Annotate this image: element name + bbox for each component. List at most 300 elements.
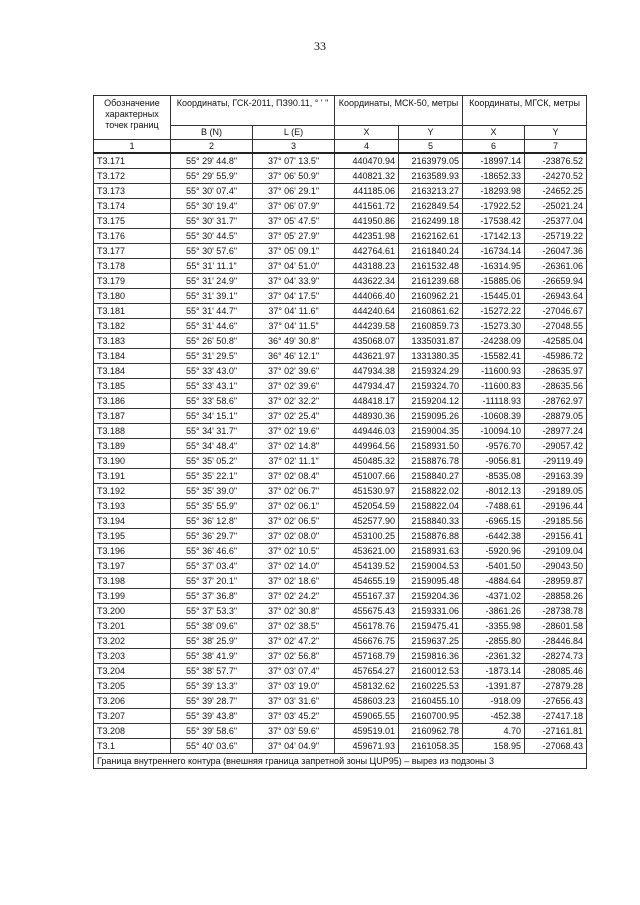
msk-x-cell: 459519.01 [335,724,399,739]
longitude-l-cell: 37° 02' 14.8" [253,439,335,454]
mgsk-y-cell: -26659.94 [525,274,587,289]
point-id-cell: Т3.183 [94,334,171,349]
mgsk-x-cell: -2361.32 [463,649,525,664]
msk-x-cell: 443622.34 [335,274,399,289]
mgsk-y-cell: -25021.24 [525,199,587,214]
table-row [94,679,587,694]
msk-y-cell: 2160859.73 [399,319,463,334]
header-x-msk: X [335,126,399,140]
latitude-b-cell: 55° 29' 44.8" [171,153,253,169]
msk-y-cell: 2160861.62 [399,304,463,319]
column-number: 4 [335,140,399,154]
msk-y-cell: 2159324.70 [399,379,463,394]
msk-x-cell: 444066.40 [335,289,399,304]
mgsk-y-cell: -27068.43 [525,739,587,754]
table-row [94,379,587,394]
header-x-mgsk: X [463,126,525,140]
column-number: 3 [253,140,335,154]
point-id-cell: Т3.197 [94,559,171,574]
msk-x-cell: 448930.36 [335,409,399,424]
mgsk-x-cell: -10608.39 [463,409,525,424]
header-msk-group: Координаты, МСК-50, метры [335,96,463,126]
mgsk-x-cell: -18997.14 [463,153,525,169]
table-row [94,349,587,364]
coordinates-table [93,95,587,769]
point-id-cell: Т3.192 [94,484,171,499]
msk-y-cell: 2159637.25 [399,634,463,649]
msk-y-cell: 2159095.26 [399,409,463,424]
latitude-b-cell: 55° 30' 07.4" [171,184,253,199]
mgsk-x-cell: -15445.01 [463,289,525,304]
msk-y-cell: 2159095.48 [399,574,463,589]
mgsk-x-cell: -17142.13 [463,229,525,244]
mgsk-x-cell: -11600.93 [463,364,525,379]
latitude-b-cell: 55° 30' 44.5" [171,229,253,244]
msk-x-cell: 451007.66 [335,469,399,484]
msk-y-cell: 1331380.35 [399,349,463,364]
longitude-l-cell: 37° 03' 07.4" [253,664,335,679]
msk-y-cell: 2160700.95 [399,709,463,724]
mgsk-y-cell: -26047.36 [525,244,587,259]
table-row [94,589,587,604]
msk-y-cell: 2158931.50 [399,439,463,454]
longitude-l-cell: 37° 03' 59.6" [253,724,335,739]
msk-y-cell: 2159475.41 [399,619,463,634]
latitude-b-cell: 55° 35' 05.2" [171,454,253,469]
column-number-row [94,140,587,154]
longitude-l-cell: 37° 02' 30.8" [253,604,335,619]
table-row [94,439,587,454]
point-id-cell: Т3.200 [94,604,171,619]
longitude-l-cell: 37° 04' 04.9" [253,739,335,754]
msk-x-cell: 459671.93 [335,739,399,754]
table-row [94,364,587,379]
header-gsk-group: Координаты, ГСК-2011, ПЗ90.11, ° ' " [171,96,335,126]
table-row [94,199,587,214]
table-row [94,259,587,274]
mgsk-y-cell: -28274.73 [525,649,587,664]
mgsk-y-cell: -29119.49 [525,454,587,469]
point-id-cell: Т3.204 [94,664,171,679]
mgsk-y-cell: -28738.78 [525,604,587,619]
mgsk-y-cell: -28762.97 [525,394,587,409]
longitude-l-cell: 37° 02' 06.5" [253,514,335,529]
latitude-b-cell: 55° 36' 46.6" [171,544,253,559]
longitude-l-cell: 37° 02' 25.4" [253,409,335,424]
msk-x-cell: 459065.55 [335,709,399,724]
mgsk-x-cell: -9576.70 [463,439,525,454]
mgsk-y-cell: -45986.72 [525,349,587,364]
mgsk-x-cell: 4.70 [463,724,525,739]
mgsk-x-cell: -7488.61 [463,499,525,514]
point-id-cell: Т3.198 [94,574,171,589]
point-id-cell: Т3.208 [94,724,171,739]
table-row [94,229,587,244]
msk-x-cell: 444239.58 [335,319,399,334]
longitude-l-cell: 37° 02' 56.8" [253,649,335,664]
table-row [94,604,587,619]
msk-y-cell: 2160455.10 [399,694,463,709]
mgsk-x-cell: -5401.50 [463,559,525,574]
header-b: B (N) [171,126,253,140]
mgsk-y-cell: -42585.04 [525,334,587,349]
mgsk-y-cell: -29185.56 [525,514,587,529]
point-id-cell: Т3.184 [94,349,171,364]
msk-y-cell: 2162849.54 [399,199,463,214]
mgsk-y-cell: -25719.22 [525,229,587,244]
table-row [94,214,587,229]
longitude-l-cell: 37° 02' 39.6" [253,379,335,394]
mgsk-x-cell: -17922.52 [463,199,525,214]
msk-y-cell: 2161532.48 [399,259,463,274]
msk-y-cell: 2159324.29 [399,364,463,379]
latitude-b-cell: 55° 35' 22.1" [171,469,253,484]
latitude-b-cell: 55° 37' 36.8" [171,589,253,604]
latitude-b-cell: 55° 39' 13.3" [171,679,253,694]
header-mgsk-group: Координаты, МГСК, метры [463,96,587,126]
point-id-cell: Т3.1 [94,739,171,754]
table-row [94,559,587,574]
mgsk-x-cell: 158.95 [463,739,525,754]
mgsk-y-cell: -28879.05 [525,409,587,424]
mgsk-x-cell: -18652.33 [463,169,525,184]
mgsk-x-cell: -3861.26 [463,604,525,619]
point-id-cell: Т3.205 [94,679,171,694]
mgsk-y-cell: -29057.42 [525,439,587,454]
mgsk-x-cell: -17538.42 [463,214,525,229]
msk-x-cell: 452577.90 [335,514,399,529]
point-id-cell: Т3.195 [94,529,171,544]
point-id-cell: Т3.175 [94,214,171,229]
msk-x-cell: 454655.19 [335,574,399,589]
msk-y-cell: 2161840.24 [399,244,463,259]
table-row [94,274,587,289]
page-number: 33 [314,39,326,53]
point-id-cell: Т3.184 [94,364,171,379]
msk-y-cell: 2158931.63 [399,544,463,559]
longitude-l-cell: 37° 04' 33.9" [253,274,335,289]
longitude-l-cell: 37° 02' 39.6" [253,364,335,379]
longitude-l-cell: 37° 06' 50.9" [253,169,335,184]
table-row [94,334,587,349]
latitude-b-cell: 55° 36' 12.8" [171,514,253,529]
longitude-l-cell: 37° 04' 51.0" [253,259,335,274]
point-id-cell: Т3.190 [94,454,171,469]
latitude-b-cell: 55° 39' 58.6" [171,724,253,739]
msk-x-cell: 441950.86 [335,214,399,229]
point-id-cell: Т3.203 [94,649,171,664]
msk-y-cell: 2158876.88 [399,529,463,544]
table-row [94,319,587,334]
msk-y-cell: 2159816.36 [399,649,463,664]
latitude-b-cell: 55° 31' 11.1" [171,259,253,274]
header-l: L (E) [253,126,335,140]
latitude-b-cell: 55° 39' 28.7" [171,694,253,709]
latitude-b-cell: 55° 33' 43.0" [171,364,253,379]
msk-y-cell: 2160225.53 [399,679,463,694]
point-id-cell: Т3.199 [94,589,171,604]
longitude-l-cell: 37° 07' 13.5" [253,153,335,169]
header-y-msk: Y [399,126,463,140]
longitude-l-cell: 37° 04' 17.5" [253,289,335,304]
msk-x-cell: 454139.52 [335,559,399,574]
header-y-mgsk: Y [525,126,587,140]
msk-x-cell: 453621.00 [335,544,399,559]
column-number: 5 [399,140,463,154]
point-id-cell: Т3.196 [94,544,171,559]
mgsk-y-cell: -24652.25 [525,184,587,199]
table-row [94,709,587,724]
mgsk-x-cell: -9056.81 [463,454,525,469]
table-row [94,184,587,199]
msk-x-cell: 453100.25 [335,529,399,544]
point-id-cell: Т3.201 [94,619,171,634]
point-id-cell: Т3.177 [94,244,171,259]
latitude-b-cell: 55° 39' 43.8" [171,709,253,724]
table-row [94,304,587,319]
latitude-b-cell: 55° 35' 55.9" [171,499,253,514]
msk-y-cell: 2158822.02 [399,484,463,499]
point-id-cell: Т3.185 [94,379,171,394]
msk-y-cell: 2161058.35 [399,739,463,754]
mgsk-y-cell: -29189.05 [525,484,587,499]
table-row [94,664,587,679]
longitude-l-cell: 37° 06' 29.1" [253,184,335,199]
mgsk-y-cell: -25377.04 [525,214,587,229]
msk-x-cell: 447934.38 [335,364,399,379]
mgsk-x-cell: -11118.93 [463,394,525,409]
msk-x-cell: 451530.97 [335,484,399,499]
point-id-cell: Т3.191 [94,469,171,484]
point-id-cell: Т3.206 [94,694,171,709]
msk-x-cell: 458603.23 [335,694,399,709]
latitude-b-cell: 55° 30' 19.4" [171,199,253,214]
point-id-cell: Т3.181 [94,304,171,319]
point-id-cell: Т3.178 [94,259,171,274]
point-id-cell: Т3.207 [94,709,171,724]
latitude-b-cell: 55° 34' 15.1" [171,409,253,424]
point-id-cell: Т3.174 [94,199,171,214]
mgsk-y-cell: -27048.55 [525,319,587,334]
table-row [94,529,587,544]
point-id-cell: Т3.194 [94,514,171,529]
msk-x-cell: 450485.32 [335,454,399,469]
latitude-b-cell: 55° 31' 24.9" [171,274,253,289]
msk-y-cell: 2160962.78 [399,724,463,739]
longitude-l-cell: 37° 02' 38.5" [253,619,335,634]
msk-x-cell: 443621.97 [335,349,399,364]
column-number: 6 [463,140,525,154]
latitude-b-cell: 55° 37' 03.4" [171,559,253,574]
mgsk-y-cell: -28601.58 [525,619,587,634]
latitude-b-cell: 55° 40' 03.6" [171,739,253,754]
mgsk-x-cell: -6965.15 [463,514,525,529]
point-id-cell: Т3.176 [94,229,171,244]
table-row [94,153,587,169]
mgsk-y-cell: -27161.81 [525,724,587,739]
msk-x-cell: 441561.72 [335,199,399,214]
latitude-b-cell: 55° 38' 09.6" [171,619,253,634]
latitude-b-cell: 55° 30' 31.7" [171,214,253,229]
point-id-cell: Т3.188 [94,424,171,439]
longitude-l-cell: 37° 02' 24.2" [253,589,335,604]
latitude-b-cell: 55° 37' 20.1" [171,574,253,589]
msk-x-cell: 447934.47 [335,379,399,394]
latitude-b-cell: 55° 36' 29.7" [171,529,253,544]
mgsk-x-cell: -4371.02 [463,589,525,604]
mgsk-x-cell: -8012.13 [463,484,525,499]
mgsk-x-cell: -16314.95 [463,259,525,274]
msk-x-cell: 455167.37 [335,589,399,604]
mgsk-x-cell: -18293.98 [463,184,525,199]
latitude-b-cell: 55° 31' 44.7" [171,304,253,319]
mgsk-y-cell: -27417.18 [525,709,587,724]
msk-x-cell: 441185.06 [335,184,399,199]
msk-x-cell: 449446.03 [335,424,399,439]
longitude-l-cell: 37° 02' 18.6" [253,574,335,589]
longitude-l-cell: 37° 02' 06.1" [253,499,335,514]
msk-x-cell: 442764.61 [335,244,399,259]
longitude-l-cell: 36° 49' 30.8" [253,334,335,349]
msk-x-cell: 456178.76 [335,619,399,634]
latitude-b-cell: 55° 34' 48.4" [171,439,253,454]
mgsk-x-cell: -24238.09 [463,334,525,349]
mgsk-x-cell: -1873.14 [463,664,525,679]
table-row [94,469,587,484]
longitude-l-cell: 37° 05' 47.5" [253,214,335,229]
mgsk-y-cell: -26943.64 [525,289,587,304]
longitude-l-cell: 37° 02' 08.0" [253,529,335,544]
msk-x-cell: 435068.07 [335,334,399,349]
msk-x-cell: 455675.43 [335,604,399,619]
mgsk-y-cell: -28959.87 [525,574,587,589]
point-id-cell: Т3.172 [94,169,171,184]
longitude-l-cell: 37° 02' 47.2" [253,634,335,649]
mgsk-x-cell: -452.38 [463,709,525,724]
mgsk-y-cell: -27656.43 [525,694,587,709]
latitude-b-cell: 55° 38' 25.9" [171,634,253,649]
latitude-b-cell: 55° 37' 53.3" [171,604,253,619]
mgsk-y-cell: -28635.56 [525,379,587,394]
table-row [94,724,587,739]
mgsk-y-cell: -28977.24 [525,424,587,439]
msk-y-cell: 2160012.53 [399,664,463,679]
longitude-l-cell: 37° 03' 31.6" [253,694,335,709]
latitude-b-cell: 55° 33' 58.6" [171,394,253,409]
point-id-cell: Т3.173 [94,184,171,199]
latitude-b-cell: 55° 35' 39.0" [171,484,253,499]
msk-y-cell: 2158876.78 [399,454,463,469]
point-id-cell: Т3.187 [94,409,171,424]
point-id-cell: Т3.179 [94,274,171,289]
longitude-l-cell: 37° 02' 19.6" [253,424,335,439]
mgsk-x-cell: -8535.08 [463,469,525,484]
mgsk-y-cell: -24270.52 [525,169,587,184]
point-id-cell: Т3.171 [94,153,171,169]
longitude-l-cell: 37° 02' 32.2" [253,394,335,409]
latitude-b-cell: 55° 34' 31.7" [171,424,253,439]
table-row [94,694,587,709]
table-row [94,454,587,469]
mgsk-y-cell: -29163.39 [525,469,587,484]
table-row [94,634,587,649]
mgsk-x-cell: -15273.30 [463,319,525,334]
latitude-b-cell: 55° 38' 41.9" [171,649,253,664]
mgsk-x-cell: -11600.83 [463,379,525,394]
column-number: 2 [171,140,253,154]
mgsk-x-cell: -16734.14 [463,244,525,259]
msk-y-cell: 2159004.53 [399,559,463,574]
msk-x-cell: 449964.56 [335,439,399,454]
point-id-cell: Т3.202 [94,634,171,649]
msk-y-cell: 2160962.21 [399,289,463,304]
longitude-l-cell: 37° 06' 07.9" [253,199,335,214]
msk-x-cell: 456676.75 [335,634,399,649]
msk-x-cell: 452054.59 [335,499,399,514]
longitude-l-cell: 37° 02' 08.4" [253,469,335,484]
mgsk-y-cell: -28635.97 [525,364,587,379]
table-row [94,244,587,259]
msk-y-cell: 2162162.61 [399,229,463,244]
table-footer-note: Граница внутреннего контура (внешняя граница запретной зоны ЦUP95) – вырез из подзоны 3 [94,754,587,769]
mgsk-x-cell: -6442.38 [463,529,525,544]
longitude-l-cell: 37° 05' 09.1" [253,244,335,259]
longitude-l-cell: 37° 02' 06.7" [253,484,335,499]
mgsk-x-cell: -5920.96 [463,544,525,559]
msk-x-cell: 457168.79 [335,649,399,664]
header-point-label: Обозначение характерных точек границ [94,96,171,140]
latitude-b-cell: 55° 29' 55.9" [171,169,253,184]
longitude-l-cell: 37° 03' 45.2" [253,709,335,724]
mgsk-y-cell: -29109.04 [525,544,587,559]
msk-x-cell: 440470.94 [335,153,399,169]
mgsk-x-cell: -918.09 [463,694,525,709]
latitude-b-cell: 55° 26' 50.8" [171,334,253,349]
point-id-cell: Т3.180 [94,289,171,304]
msk-x-cell: 444240.64 [335,304,399,319]
longitude-l-cell: 37° 02' 10.5" [253,544,335,559]
mgsk-x-cell: -10094.10 [463,424,525,439]
msk-y-cell: 2159331.06 [399,604,463,619]
msk-y-cell: 2163589.93 [399,169,463,184]
longitude-l-cell: 37° 03' 19.0" [253,679,335,694]
msk-x-cell: 457654.27 [335,664,399,679]
mgsk-y-cell: -29043.50 [525,559,587,574]
mgsk-x-cell: -15582.41 [463,349,525,364]
latitude-b-cell: 55° 30' 57.6" [171,244,253,259]
mgsk-y-cell: -29196.44 [525,499,587,514]
table-row [94,499,587,514]
mgsk-y-cell: -27879.28 [525,679,587,694]
msk-y-cell: 2162499.18 [399,214,463,229]
mgsk-y-cell: -28446.84 [525,634,587,649]
table-row [94,424,587,439]
table-row [94,169,587,184]
msk-y-cell: 2163213.27 [399,184,463,199]
table-row [94,649,587,664]
column-number: 7 [525,140,587,154]
point-id-cell: Т3.193 [94,499,171,514]
table-body [94,153,587,754]
table-row [94,574,587,589]
longitude-l-cell: 36° 46' 12.1" [253,349,335,364]
latitude-b-cell: 55° 31' 29.5" [171,349,253,364]
mgsk-x-cell: -2855.80 [463,634,525,649]
msk-y-cell: 2158840.33 [399,514,463,529]
table-row [94,484,587,499]
latitude-b-cell: 55° 31' 39.1" [171,289,253,304]
point-id-cell: Т3.182 [94,319,171,334]
